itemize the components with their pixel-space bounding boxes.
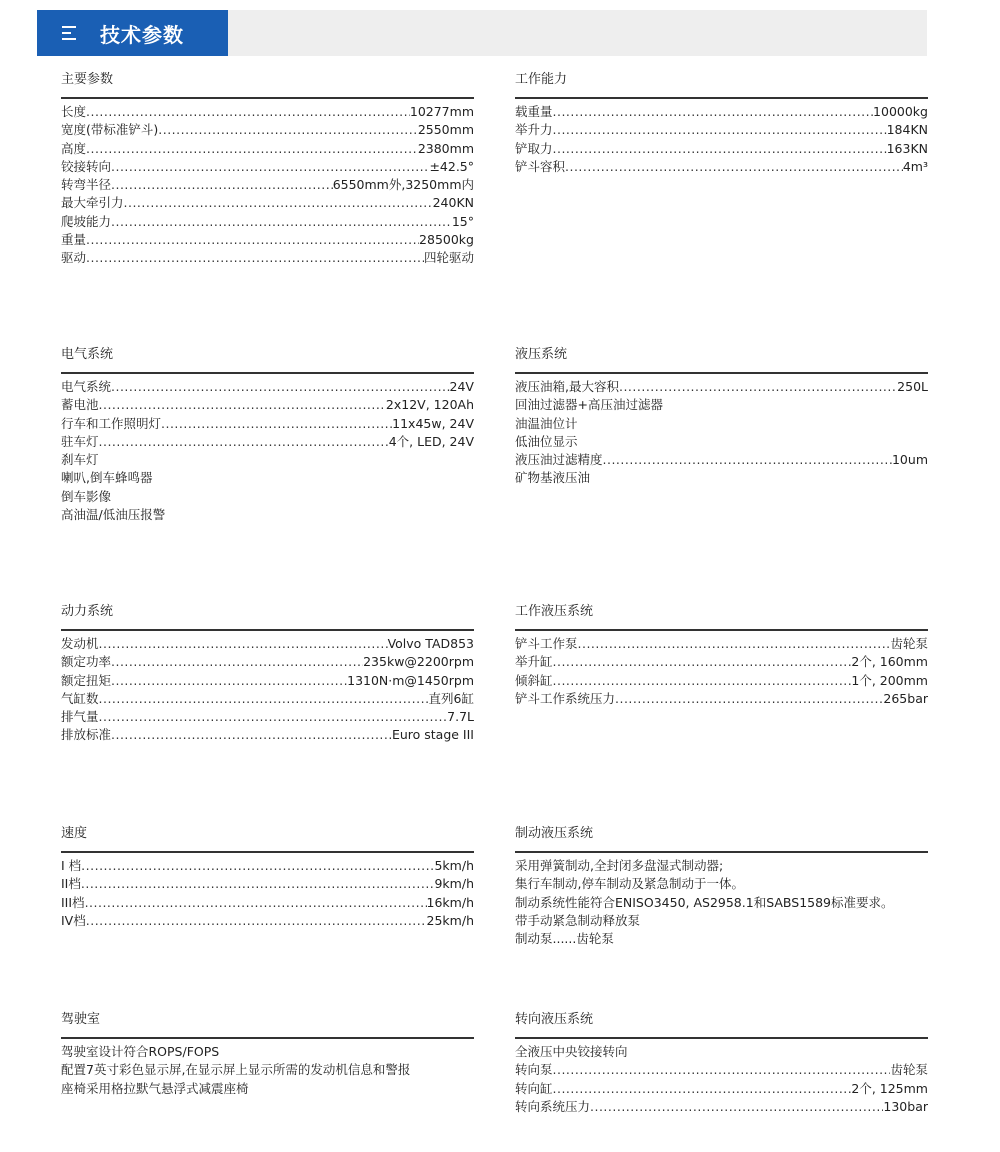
spec-line: 低油位显示 (515, 433, 578, 449)
spec-label: III档 (61, 894, 85, 910)
section-title: 工作能力 (515, 72, 568, 87)
spec-row (515, 158, 928, 176)
dot-leader (158, 121, 418, 139)
spec-row (515, 1080, 928, 1098)
spec-row (61, 857, 474, 875)
spec-label: 铰接转向 (61, 158, 112, 174)
dot-leader (111, 653, 363, 671)
section-divider (515, 372, 928, 374)
spec-row (61, 708, 474, 726)
dot-leader (111, 158, 429, 176)
section-main-params (61, 70, 474, 268)
spec-value: 7.7L (447, 709, 474, 725)
section-divider (61, 372, 474, 374)
dot-leader (81, 857, 434, 875)
spec-value: 4个, LED, 24V (388, 433, 474, 449)
dot-leader (553, 653, 852, 671)
spec-label: 铲斗工作系统压力 (515, 690, 616, 706)
section-speed (61, 824, 474, 930)
spec-label: 倾斜缸 (515, 672, 553, 688)
spec-value: 2x12V, 120Ah (385, 397, 474, 413)
spec-row (515, 635, 928, 653)
dot-leader (553, 672, 852, 690)
spec-label: 宽度(带标准铲斗) (61, 122, 159, 138)
section-title: 制动液压系统 (515, 826, 594, 841)
spec-label: 最大牵引力 (61, 195, 124, 211)
spec-line: 集行车制动,停车制动及紧急制动于一体。 (515, 876, 744, 892)
spec-value: 2个, 125mm (851, 1080, 928, 1096)
spec-row (515, 451, 928, 469)
spec-value: 15° (451, 213, 474, 229)
spec-row (61, 635, 474, 653)
spec-label: 电气系统 (61, 379, 112, 394)
spec-line: 座椅采用格拉默气悬浮式减震座椅 (61, 1080, 249, 1096)
section-hydraulic (515, 345, 928, 488)
dot-leader (111, 672, 347, 690)
spec-line: 矿物基液压油 (515, 470, 591, 486)
spec-row (61, 121, 474, 139)
spec-value: 2380mm (417, 140, 474, 156)
dot-leader (99, 635, 388, 653)
dot-leader (553, 140, 887, 158)
dot-leader (111, 726, 392, 744)
spec-value: 240KN (432, 195, 474, 211)
dot-leader (86, 140, 418, 158)
section-title: 电气系统 (61, 347, 114, 362)
section-body (61, 1041, 474, 1098)
spec-row (61, 672, 474, 690)
section-body (61, 376, 474, 524)
spec-value: 2550mm (417, 122, 474, 138)
section-divider (61, 629, 474, 631)
spec-row (515, 121, 928, 139)
spec-label: 转向缸 (515, 1080, 553, 1096)
dot-leader (99, 396, 386, 414)
spec-row (61, 894, 474, 912)
spec-value: 10277mm (409, 104, 474, 119)
dot-leader (161, 415, 392, 433)
spec-row (515, 672, 928, 690)
spec-line: 回油过滤器+高压油过滤器 (515, 397, 663, 413)
spec-label: 排气量 (61, 709, 99, 725)
spec-row (61, 653, 474, 671)
dot-leader (590, 1098, 883, 1116)
section-brake-hydraulic (515, 824, 928, 948)
section-work-hydraulic (515, 602, 928, 708)
spec-value: 25km/h (426, 912, 474, 928)
spec-row (61, 690, 474, 708)
section-title: 速度 (61, 826, 88, 841)
spec-row (61, 433, 474, 451)
spec-value: Euro stage III (391, 727, 474, 743)
spec-row (515, 140, 928, 158)
spec-label: 举升缸 (515, 654, 553, 670)
dot-leader (124, 194, 433, 212)
spec-value: 1个, 200mm (851, 672, 928, 688)
spec-value: 齿轮泵 (890, 1062, 928, 1078)
spec-label: 载重量 (515, 104, 553, 119)
section-body (61, 855, 474, 930)
page-title: 技术参数 (100, 22, 184, 47)
dot-leader (81, 875, 435, 893)
section-work-capacity (515, 70, 928, 176)
spec-label: 行车和工作照明灯 (61, 415, 162, 431)
section-divider (515, 1037, 928, 1039)
spec-line: 全液压中央铰接转向 (515, 1044, 628, 1059)
spec-row (61, 415, 474, 433)
section-title: 工作液压系统 (515, 604, 594, 619)
dot-leader (111, 176, 333, 194)
dot-leader (615, 690, 883, 708)
spec-value: 184KN (886, 122, 928, 138)
spec-line: 倒车影像 (61, 488, 112, 504)
spec-row (515, 103, 928, 121)
section-divider (61, 97, 474, 99)
spec-label: 铲斗容积 (515, 158, 566, 174)
section-title: 转向液压系统 (515, 1012, 594, 1027)
dot-leader (111, 378, 450, 396)
spec-value: 250L (897, 379, 928, 394)
spec-label: 铲斗工作泵 (515, 636, 578, 651)
spec-label: 气缸数 (61, 690, 99, 706)
spec-row (61, 378, 474, 396)
spec-value: 265bar (883, 690, 928, 706)
spec-label: 重量 (61, 232, 87, 248)
dot-leader (86, 249, 424, 267)
spec-label: II档 (61, 876, 81, 892)
spec-value: 10000kg (873, 104, 928, 119)
spec-label: 额定功率 (61, 654, 112, 670)
spec-label: 蓄电池 (61, 397, 99, 413)
spec-label: 排放标准 (61, 727, 112, 743)
dot-leader (85, 894, 427, 912)
spec-line: 驾驶室设计符合ROPS/FOPS (61, 1044, 220, 1059)
dot-leader (99, 433, 389, 451)
dot-leader (86, 912, 427, 930)
spec-row (515, 1098, 928, 1116)
spec-label: IV档 (61, 912, 86, 928)
dot-leader (578, 635, 891, 653)
spec-line: 带手动紧急制动释放泵 (515, 912, 641, 928)
dot-leader (603, 451, 892, 469)
spec-row (515, 1061, 928, 1079)
spec-label: 高度 (61, 140, 87, 156)
spec-value: 齿轮泵 (890, 636, 928, 651)
dot-leader (86, 231, 419, 249)
spec-row (61, 231, 474, 249)
spec-value: 5km/h (434, 858, 474, 873)
spec-line: 制动泵......齿轮泵 (515, 931, 614, 947)
dot-leader (553, 103, 874, 121)
spec-row (515, 690, 928, 708)
spec-value: ±42.5° (429, 158, 474, 174)
spec-row (61, 912, 474, 930)
section-divider (515, 629, 928, 631)
spec-value: 235kw@2200rpm (363, 654, 474, 670)
section-body (515, 855, 928, 948)
spec-label: 铲取力 (515, 140, 553, 156)
spec-row (61, 726, 474, 744)
spec-line: 刹车灯 (61, 452, 99, 468)
spec-row (61, 396, 474, 414)
section-power (61, 602, 474, 745)
spec-value: 163KN (886, 140, 928, 156)
spec-value: 24V (449, 379, 474, 394)
menu-icon (62, 26, 76, 40)
section-divider (515, 97, 928, 99)
spec-label: 发动机 (61, 636, 99, 651)
spec-value: 130bar (883, 1098, 928, 1114)
spec-row (61, 194, 474, 212)
spec-value: 2个, 160mm (851, 654, 928, 670)
dot-leader (619, 378, 897, 396)
dot-leader (86, 103, 410, 121)
spec-value: 直列6缸 (428, 690, 474, 706)
section-cab (61, 1010, 474, 1098)
spec-label: 液压油箱,最大容积 (515, 379, 619, 394)
spec-line: 油温油位计 (515, 415, 578, 431)
spec-row (61, 176, 474, 194)
spec-value: 四轮驱动 (423, 250, 474, 266)
spec-line: 制动系统性能符合ENISO3450, AS2958.1和SABS1589标准要求。 (515, 894, 894, 910)
dot-leader (553, 1061, 891, 1079)
spec-label: 长度 (61, 104, 87, 119)
spec-row (61, 158, 474, 176)
section-divider (61, 1037, 474, 1039)
spec-row (61, 875, 474, 893)
section-steering-hydraulic (515, 1010, 928, 1116)
spec-label: 驻车灯 (61, 433, 99, 449)
section-divider (61, 851, 474, 853)
spec-line: 高油温/低油压报警 (61, 507, 166, 523)
section-body (515, 1041, 928, 1116)
spec-value: 4m³ (902, 158, 928, 174)
spec-value: 9km/h (434, 876, 474, 892)
section-title: 驾驶室 (61, 1012, 101, 1027)
dot-leader (553, 1080, 852, 1098)
spec-label: 爬坡能力 (61, 213, 112, 229)
section-body (61, 101, 474, 268)
dot-leader (111, 213, 452, 231)
spec-label: 驱动 (61, 250, 87, 266)
section-body (515, 101, 928, 176)
spec-row (61, 213, 474, 231)
spec-label: 举升力 (515, 122, 553, 138)
dot-leader (99, 690, 429, 708)
section-body (515, 633, 928, 708)
spec-row (61, 249, 474, 267)
dot-leader (99, 708, 448, 726)
spec-row (61, 140, 474, 158)
spec-value: 1310N·m@1450rpm (347, 672, 474, 688)
section-body (61, 633, 474, 745)
spec-label: 额定扭矩 (61, 672, 112, 688)
section-body (515, 376, 928, 488)
dot-leader (565, 158, 903, 176)
spec-label: 液压油过滤精度 (515, 452, 603, 468)
spec-row (61, 103, 474, 121)
section-divider (515, 851, 928, 853)
section-title: 液压系统 (515, 347, 568, 362)
spec-row (515, 653, 928, 671)
spec-value: 10um (891, 452, 928, 468)
spec-line: 采用弹簧制动,全封闭多盘湿式制动器; (515, 858, 724, 873)
section-electrical (61, 345, 474, 524)
spec-value: 16km/h (426, 894, 474, 910)
section-title: 动力系统 (61, 604, 114, 619)
spec-line: 配置7英寸彩色显示屏,在显示屏上显示所需的发动机信息和警报 (61, 1062, 411, 1078)
spec-label: 转弯半径 (61, 177, 112, 193)
spec-value: 11x45w, 24V (392, 415, 474, 431)
spec-label: 转向系统压力 (515, 1098, 591, 1114)
spec-row (515, 378, 928, 396)
spec-value: 6550mm外,3250mm内 (332, 177, 474, 193)
section-title: 主要参数 (61, 72, 114, 87)
spec-label: 转向泵 (515, 1062, 553, 1078)
spec-line: 喇叭,倒车蜂鸣器 (61, 470, 153, 486)
dot-leader (553, 121, 887, 139)
spec-value: 28500kg (419, 232, 474, 248)
spec-label: I 档 (61, 858, 82, 873)
spec-value: Volvo TAD853 (387, 636, 474, 651)
header-tab (37, 10, 228, 56)
